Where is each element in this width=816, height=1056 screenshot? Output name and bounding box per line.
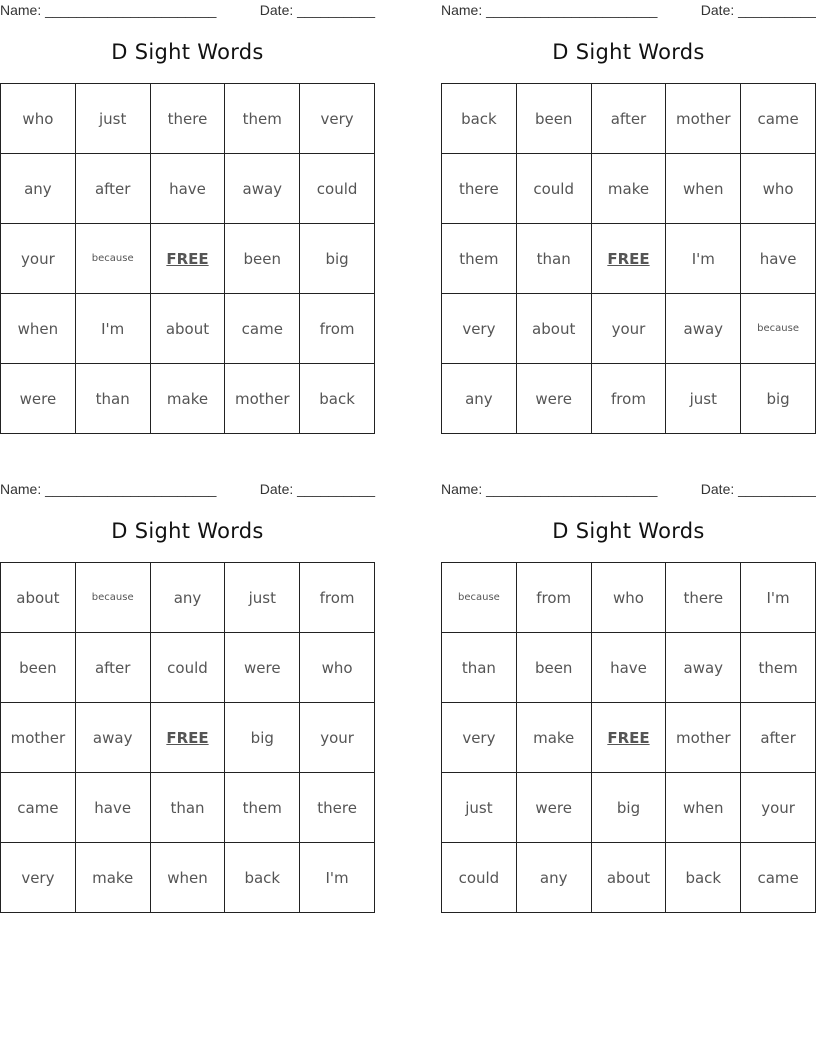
word-cell: came — [741, 843, 816, 913]
word-cell: came — [1, 773, 76, 843]
bingo-card-1 — [0, 0, 375, 440]
word-cell: mother — [666, 84, 741, 154]
word-cell: could — [442, 843, 517, 913]
word-cell: about — [592, 843, 667, 913]
word-cell: came — [225, 294, 300, 364]
free-space-cell: FREE — [592, 703, 667, 773]
word-cell: after — [741, 703, 816, 773]
card-title: D Sight Words — [111, 40, 264, 64]
bingo-grid — [0, 83, 375, 434]
word-cell: because — [76, 224, 151, 294]
word-cell: any — [151, 563, 226, 633]
word-cell: were — [517, 773, 592, 843]
word-cell: big — [225, 703, 300, 773]
word-cell: when — [1, 294, 76, 364]
word-cell: who — [300, 633, 375, 703]
free-space-cell: FREE — [151, 703, 226, 773]
word-cell: I'm — [76, 294, 151, 364]
bingo-card-2 — [441, 0, 816, 440]
word-cell: than — [442, 633, 517, 703]
word-cell: been — [517, 633, 592, 703]
word-cell: been — [517, 84, 592, 154]
word-cell: very — [442, 703, 517, 773]
word-cell: came — [741, 84, 816, 154]
word-cell: away — [666, 294, 741, 364]
word-cell: than — [151, 773, 226, 843]
word-cell: who — [741, 154, 816, 224]
word-cell: very — [300, 84, 375, 154]
word-cell: because — [442, 563, 517, 633]
card-header — [0, 0, 375, 22]
word-cell: just — [442, 773, 517, 843]
word-cell: from — [300, 294, 375, 364]
bingo-grid — [441, 562, 816, 913]
word-cell: than — [76, 364, 151, 434]
word-cell: have — [76, 773, 151, 843]
word-cell: very — [442, 294, 517, 364]
word-cell: than — [517, 224, 592, 294]
date-field: Date: __________ — [259, 2, 375, 18]
word-cell: make — [592, 154, 667, 224]
word-cell: there — [442, 154, 517, 224]
word-cell: any — [1, 154, 76, 224]
bingo-card-3 — [0, 479, 375, 919]
word-cell: them — [225, 773, 300, 843]
word-cell: away — [225, 154, 300, 224]
word-cell: mother — [1, 703, 76, 773]
word-cell: about — [517, 294, 592, 364]
word-cell: there — [300, 773, 375, 843]
word-cell: from — [517, 563, 592, 633]
word-cell: could — [300, 154, 375, 224]
word-cell: about — [151, 294, 226, 364]
word-cell: because — [741, 294, 816, 364]
word-cell: been — [1, 633, 76, 703]
name-field: Name: ______________________ — [441, 481, 658, 497]
name-field: Name: ______________________ — [0, 481, 217, 497]
word-cell: about — [1, 563, 76, 633]
date-field: Date: __________ — [700, 2, 816, 18]
word-cell: been — [225, 224, 300, 294]
word-cell: just — [76, 84, 151, 154]
word-cell: after — [76, 154, 151, 224]
word-cell: your — [1, 224, 76, 294]
bingo-card-4 — [441, 479, 816, 919]
word-cell: from — [300, 563, 375, 633]
free-space-cell: FREE — [151, 224, 226, 294]
word-cell: very — [1, 843, 76, 913]
bingo-grid — [0, 562, 375, 913]
word-cell: back — [300, 364, 375, 434]
card-title: D Sight Words — [552, 519, 705, 543]
word-cell: make — [151, 364, 226, 434]
word-cell: I'm — [300, 843, 375, 913]
word-cell: your — [300, 703, 375, 773]
word-cell: them — [442, 224, 517, 294]
word-cell: have — [151, 154, 226, 224]
word-cell: any — [517, 843, 592, 913]
card-header — [441, 0, 816, 22]
card-title: D Sight Words — [552, 40, 705, 64]
word-cell: back — [442, 84, 517, 154]
card-title: D Sight Words — [111, 519, 264, 543]
word-cell: I'm — [741, 563, 816, 633]
bingo-grid — [441, 83, 816, 434]
word-cell: were — [225, 633, 300, 703]
word-cell: them — [225, 84, 300, 154]
word-cell: could — [151, 633, 226, 703]
word-cell: away — [76, 703, 151, 773]
word-cell: make — [76, 843, 151, 913]
word-cell: there — [666, 563, 741, 633]
word-cell: big — [741, 364, 816, 434]
word-cell: mother — [666, 703, 741, 773]
word-cell: who — [592, 563, 667, 633]
free-space-cell: FREE — [592, 224, 667, 294]
word-cell: there — [151, 84, 226, 154]
word-cell: who — [1, 84, 76, 154]
word-cell: when — [666, 154, 741, 224]
word-cell: mother — [225, 364, 300, 434]
word-cell: from — [592, 364, 667, 434]
word-cell: were — [517, 364, 592, 434]
word-cell: after — [76, 633, 151, 703]
word-cell: back — [225, 843, 300, 913]
card-header — [441, 479, 816, 501]
word-cell: just — [225, 563, 300, 633]
word-cell: big — [592, 773, 667, 843]
word-cell: back — [666, 843, 741, 913]
word-cell: were — [1, 364, 76, 434]
word-cell: have — [592, 633, 667, 703]
card-header — [0, 479, 375, 501]
word-cell: I'm — [666, 224, 741, 294]
word-cell: after — [592, 84, 667, 154]
word-cell: because — [76, 563, 151, 633]
word-cell: them — [741, 633, 816, 703]
word-cell: make — [517, 703, 592, 773]
name-field: Name: ______________________ — [441, 2, 658, 18]
word-cell: have — [741, 224, 816, 294]
word-cell: away — [666, 633, 741, 703]
word-cell: when — [151, 843, 226, 913]
date-field: Date: __________ — [700, 481, 816, 497]
date-field: Date: __________ — [259, 481, 375, 497]
word-cell: big — [300, 224, 375, 294]
word-cell: your — [741, 773, 816, 843]
word-cell: just — [666, 364, 741, 434]
word-cell: could — [517, 154, 592, 224]
word-cell: any — [442, 364, 517, 434]
word-cell: when — [666, 773, 741, 843]
word-cell: your — [592, 294, 667, 364]
name-field: Name: ______________________ — [0, 2, 217, 18]
